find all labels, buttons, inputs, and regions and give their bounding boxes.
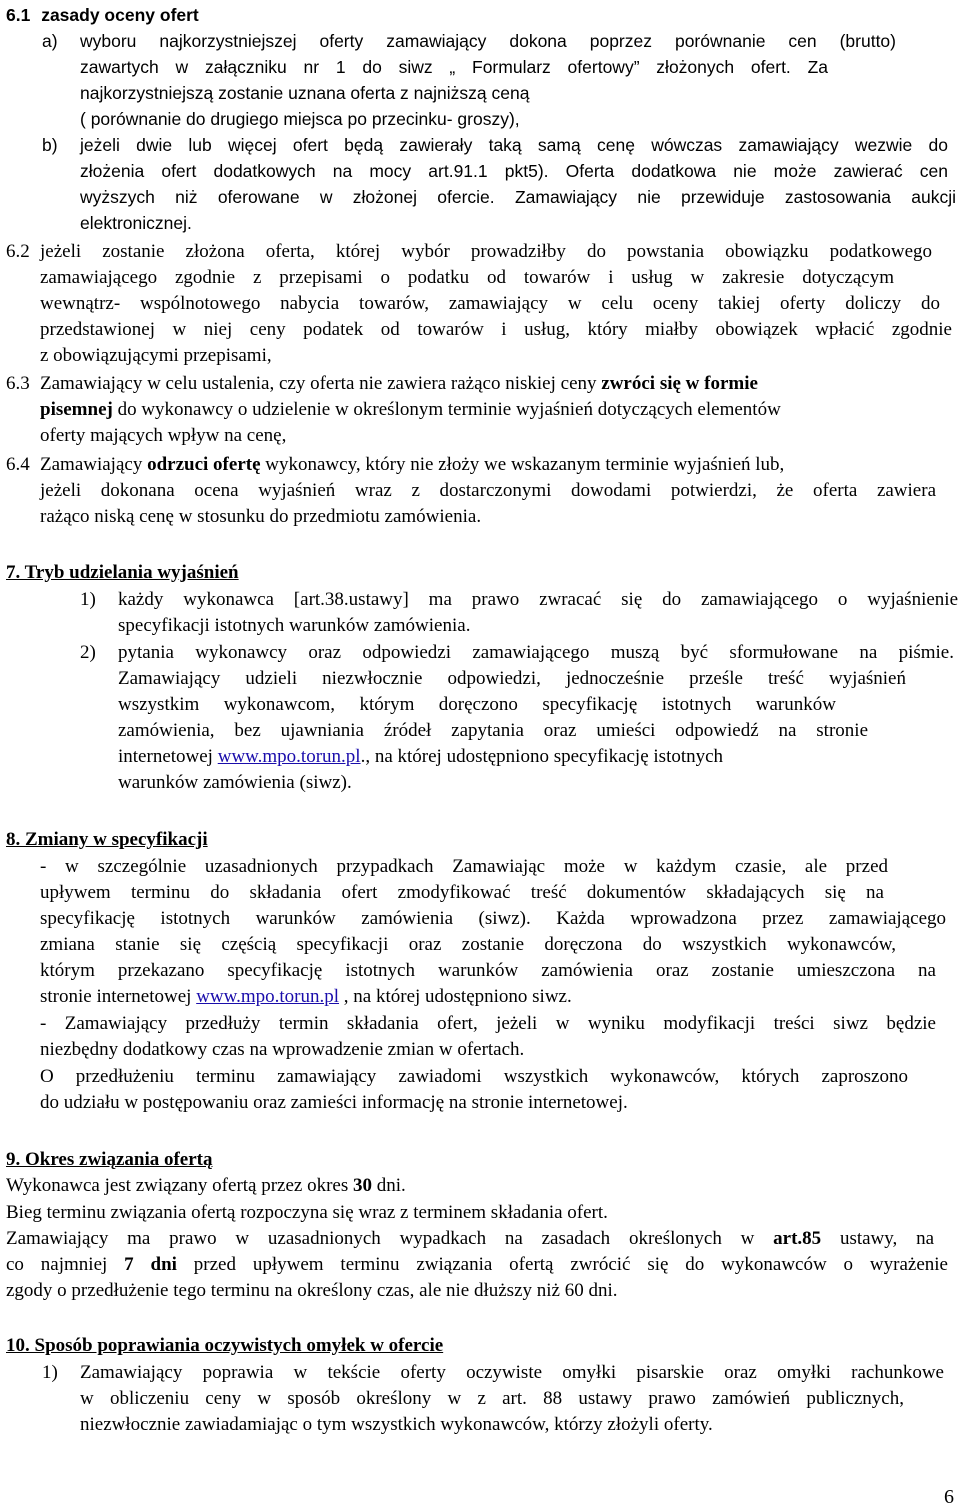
s62-line-2: zamawiającego zgodnie z przepisami o podatku od towarów i usług w zakresie dotyczącym <box>40 267 894 288</box>
s8-line-7: - Zamawiający przedłuży termin składania ofert, jeżeli w wyniku modyfikacji treści siwz będzie <box>40 1013 936 1034</box>
s8-line-2: upływem terminu do składania ofert zmodyfikować treść dokumentów składających się na <box>40 882 884 903</box>
section-6-2-number: 6.2 <box>6 241 30 262</box>
s61-b-line-2: złożenia ofert dodatkowych na mocy art.91.1 pkt5). Oferta dodatkowa nie może zawierać cen <box>80 161 948 181</box>
section-9-heading <box>6 1149 213 1171</box>
s61-b-line-3: wyższych niż oferowane w złożonej ofercie. Zamawiający nie przewiduje zastosowania aukcji <box>80 187 956 207</box>
s64-line-1-pre: Zamawiający <box>40 454 148 475</box>
list-label-a: a) <box>42 31 58 51</box>
s9-line-3-pre: Zamawiający ma prawo w uzasadnionych wypadkach na zasadach określonych w <box>6 1228 774 1249</box>
s10-line-3: niezwłocznie zawiadamiając o tym wszystkich wykonawców, którzy złożyli oferty. <box>80 1414 713 1435</box>
s9-line-1-pre: Wykonawca jest związany ofertą przez okres <box>6 1175 354 1196</box>
s9-line-2: Bieg terminu związania ofertą rozpoczyna się wraz z terminem składania ofert. <box>6 1202 608 1223</box>
s8-line-6-post: , na której udostępniono siwz. <box>339 986 572 1007</box>
s8-line-4: zmiana stanie się częścią specyfikacji oraz zostanie doręczona do wszystkich wykonawców, <box>40 934 896 955</box>
s7-item-2-line-3: wszystkim wykonawcom, którym doręczono specyfikację istotnych warunków <box>118 694 836 715</box>
s7-item-2-label: 2) <box>80 642 96 663</box>
section-number: 6.1 <box>6 5 31 25</box>
s7-item-1-line-1: każdy wykonawca [art.38.ustawy] ma prawo zwracać się do zamawiającego o wyjaśnienie <box>118 589 958 610</box>
s64-line-3: rażąco niską cenę w stosunku do przedmiotu zamówienia. <box>40 506 482 527</box>
s7-item-2-line-1: pytania wykonawcy oraz odpowiedzi zamawiającego muszą być sformułowane na piśmie. <box>118 642 954 663</box>
s9-line-1-post: dni. <box>372 1175 406 1196</box>
s7-item-1-label: 1) <box>80 589 96 610</box>
s9-7days-bold: 7 dni <box>124 1254 177 1275</box>
s61-a-line-1: wyboru najkorzystniejszej oferty zamawiający dokona poprzez porównanie cen (brutto) <box>80 31 896 51</box>
s63-line-2-bold: pisemnej <box>40 399 113 420</box>
section-6-1-heading <box>6 4 199 26</box>
s8-line-10: do udziału w postępowaniu oraz zamieści informację na stronie internetowej. <box>40 1092 628 1113</box>
s7-line-5-post: ., na której udostępniono specyfikację istotnych <box>360 746 724 767</box>
section-7-heading <box>6 562 239 584</box>
s9-line-4-pre: co najmniej <box>6 1254 125 1275</box>
section-8-title: 8. Zmiany w specyfikacji <box>6 829 208 850</box>
s7-item-2-line-2: Zamawiający udzieli niezwłocznie odpowiedzi, jednocześnie prześle treść wyjaśnień <box>118 668 906 689</box>
website-link[interactable]: www.mpo.torun.pl <box>217 746 361 767</box>
s9-line-3 <box>6 1228 934 1250</box>
s63-line-1-bold: zwróci się w formie <box>601 373 758 394</box>
s8-line-5: którym przekazano specyfikację istotnych warunków zamówienia oraz zostanie umieszczona na <box>40 960 936 981</box>
s64-line-1-bold: odrzuci ofertę <box>147 454 261 475</box>
s62-line-5: z obowiązującymi przepisami, <box>40 345 272 366</box>
section-9-title: 9. Okres związania ofertą <box>6 1149 213 1170</box>
s9-line-3-post: ustawy, na <box>821 1228 935 1249</box>
s10-line-2: w obliczeniu ceny w sposób określony w z art. 88 ustawy prawo zamówień publicznych, <box>80 1388 904 1409</box>
s63-line-1-text: Zamawiający w celu ustalenia, czy oferta nie zawiera rażąco niskiej ceny <box>40 373 602 394</box>
s9-article-bold: art.85 <box>773 1228 822 1249</box>
s9-line-4-post: przed upływem terminu związania ofertą zwrócić się do wykonawców o wyrażenie <box>176 1254 948 1275</box>
s61-b-line-4: elektronicznej. <box>80 213 192 233</box>
section-10-heading <box>6 1335 443 1357</box>
s8-line-6-pre: stronie internetowej <box>40 986 197 1007</box>
s63-line-2 <box>40 399 781 421</box>
s9-line-4 <box>6 1254 948 1276</box>
s10-item-1-label: 1) <box>42 1362 58 1383</box>
s63-line-2-text: do wykonawcy o udzielenie w określonym terminie wyjaśnień dotyczących elementów <box>112 399 781 420</box>
s8-line-3: specyfikację istotnych warunków zamówienia (siwz). Każda wprowadzona przez zamawiającego <box>40 908 946 929</box>
s8-line-1: - w szczególnie uzasadnionych przypadkach Zamawiając może w każdym czasie, ale przed <box>40 856 888 877</box>
s61-a-line-4: ( porównanie do drugiego miejsca po przecinku- groszy), <box>80 109 520 129</box>
s9-days-bold: 30 <box>353 1175 373 1196</box>
s9-line-5: zgody o przedłużenie tego terminu na określony czas, ale nie dłuższy niż 60 dni. <box>6 1280 618 1301</box>
s61-b-line-1: jeżeli dwie lub więcej ofert będą zawierały taką samą cenę wówczas zamawiający wezwie do <box>80 135 948 155</box>
s8-line-8: niezbędny dodatkowy czas na wprowadzenie zmian w ofertach. <box>40 1039 525 1060</box>
section-6-3-number: 6.3 <box>6 373 30 394</box>
section-6-4-number: 6.4 <box>6 454 30 475</box>
s7-item-2-line-5 <box>118 746 723 768</box>
s63-line-1 <box>40 373 758 395</box>
s7-item-2-line-4: zamówienia, bez ujawniania źródeł zapytania oraz umieści odpowiedź na stronie <box>118 720 868 741</box>
s7-item-1-line-2: specyfikacji istotnych warunków zamówienia. <box>118 615 471 636</box>
s63-line-3: oferty mających wpływ na cenę, <box>40 425 287 446</box>
website-link[interactable]: www.mpo.torun.pl <box>196 986 340 1007</box>
s61-a-line-3: najkorzystniejszą zostanie uznana oferta z najniższą ceną <box>80 83 530 103</box>
s8-line-6 <box>40 986 572 1008</box>
s10-line-1: Zamawiający poprawia w tekście oferty oczywiste omyłki pisarskie oraz omyłki rachunkowe <box>80 1362 944 1383</box>
s7-item-2-line-6: warunków zamówienia (siwz). <box>118 772 352 793</box>
s62-line-1: jeżeli zostanie złożona oferta, której wybór prowadziłby do powstania obowiązku podatkowego <box>40 241 932 262</box>
section-title: zasady oceny ofert <box>41 5 199 25</box>
s64-line-2: jeżeli dokonana ocena wyjaśnień wraz z dostarczonymi dowodami potwierdzi, że oferta zawiera <box>40 480 936 501</box>
s64-line-1-post: wykonawcy, który nie złoży we wskazanym terminie wyjaśnień lub, <box>260 454 785 475</box>
s61-a-line-2: zawartych w załączniku nr 1 do siwz „ Formularz ofertowy” złożonych ofert. Za <box>80 57 828 77</box>
s62-line-3: wewnątrz- wspólnotowego nabycia towarów, zamawiający w celu oceny takiej oferty doliczy do <box>40 293 940 314</box>
s9-line-1 <box>6 1175 406 1197</box>
s64-line-1 <box>40 454 784 476</box>
section-8-heading <box>6 829 208 851</box>
section-7-title: 7. Tryb udzielania wyjaśnień <box>6 562 239 583</box>
section-10-title: 10. Sposób poprawiania oczywistych omyłek w ofercie <box>6 1335 444 1356</box>
s7-line-5-pre: internetowej <box>118 746 218 767</box>
s8-line-9: O przedłużeniu terminu zamawiający zawiadomi wszystkich wykonawców, których zaproszono <box>40 1066 908 1087</box>
page-number: 6 <box>944 1486 954 1508</box>
list-label-b: b) <box>42 135 58 155</box>
s62-line-4: przedstawionej w niej ceny podatek od towarów i usług, który miałby obowiązek wpłacić zgodnie <box>40 319 952 340</box>
